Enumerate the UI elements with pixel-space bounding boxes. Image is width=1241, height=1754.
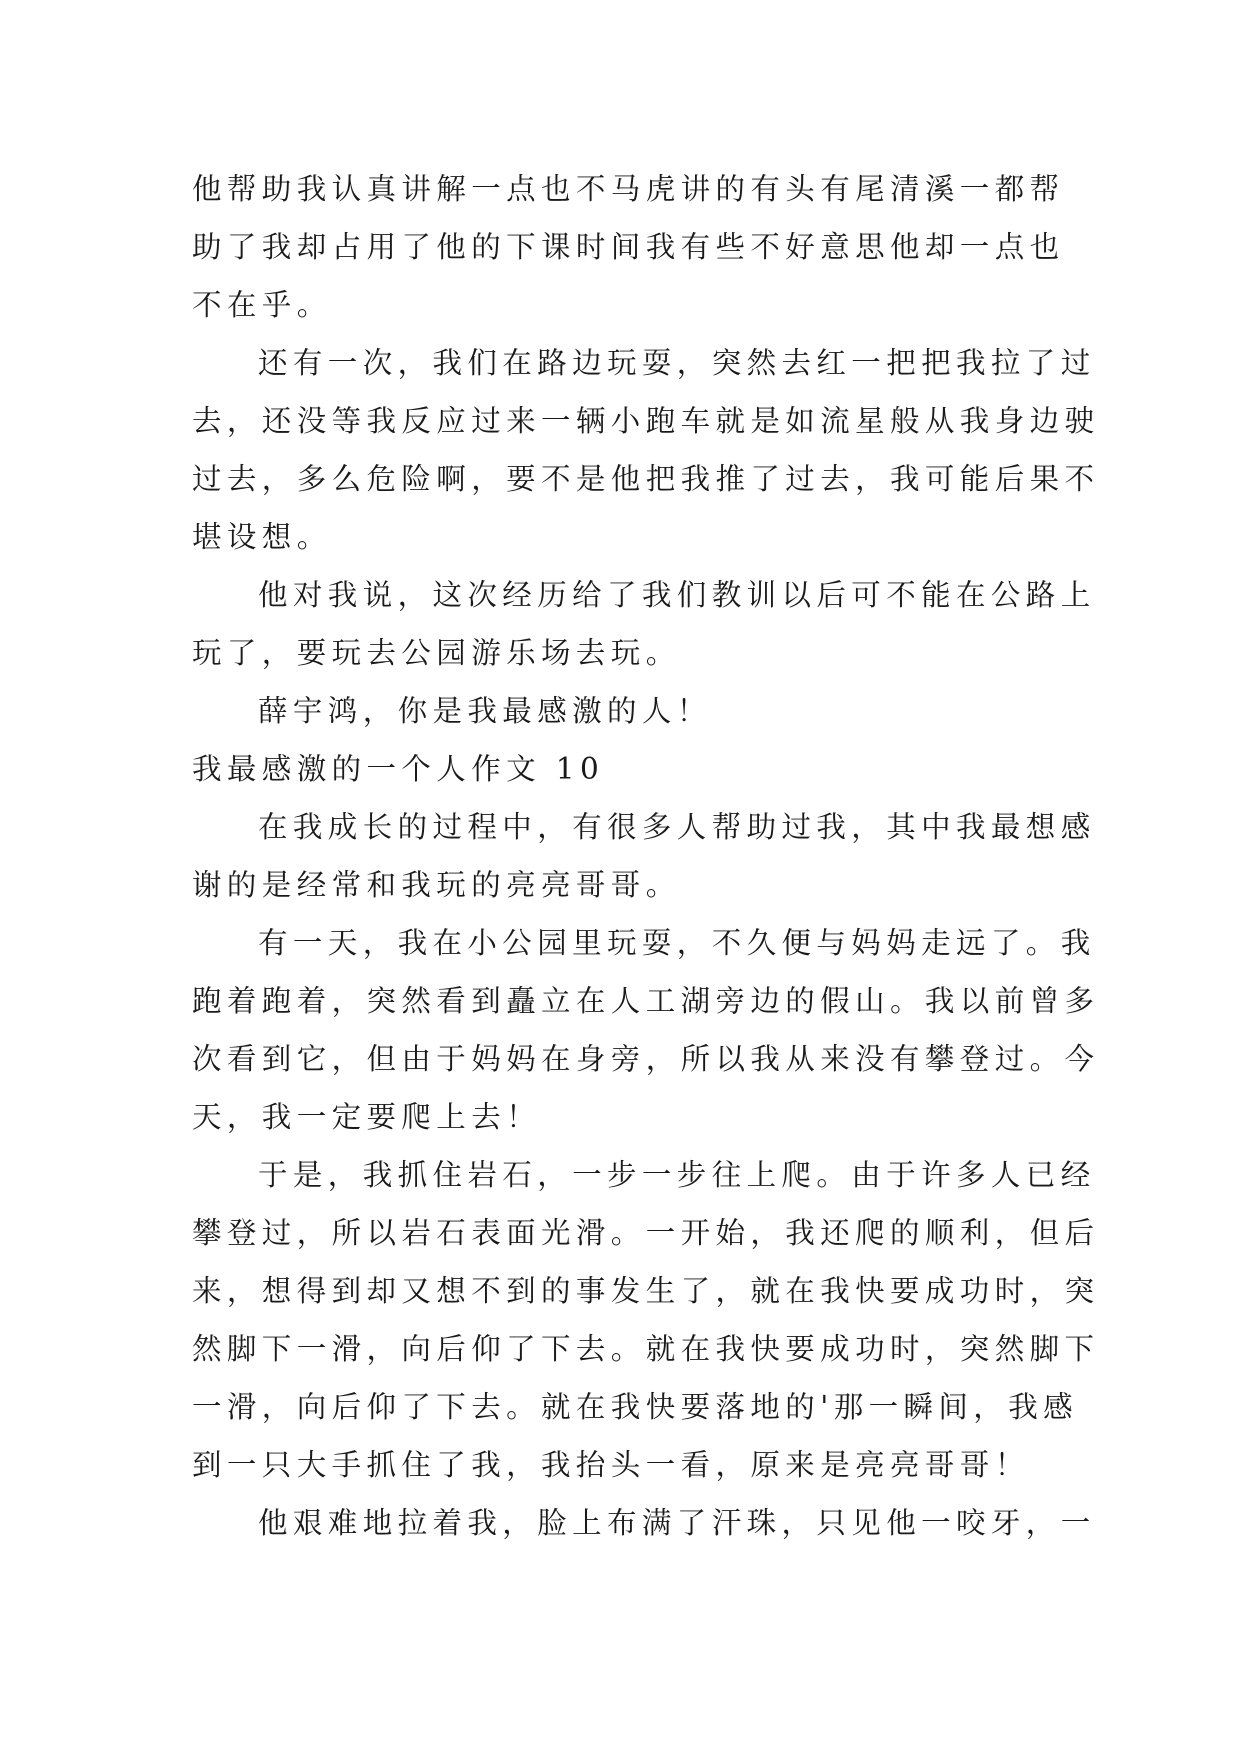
text-line: 跑着跑着，突然看到矗立在人工湖旁边的假山。我以前曾多 <box>192 984 1100 1018</box>
text-line: 堪设想。 <box>192 520 332 554</box>
text-line: 去，还没等我反应过来一辆小跑车就是如流星般从我身边驶 <box>192 404 1100 438</box>
text-line: 助了我却占用了他的下课时间我有些不好意思他却一点也 <box>192 230 1065 264</box>
text-line: 来，想得到却又想不到的事发生了，就在我快要成功时，突 <box>192 1274 1100 1308</box>
text-line: 一滑，向后仰了下去。就在我快要落地的'那一瞬间，我感 <box>192 1390 1079 1424</box>
paragraph-start-line: 在我成长的过程中，有很多人帮助过我，其中我最想感 <box>258 810 1096 844</box>
paragraph-start-line: 他艰难地拉着我，脸上布满了汗珠，只见他一咬牙，一 <box>258 1506 1096 1540</box>
text-line: 过去，多么危险啊，要不是他把我推了过去，我可能后果不 <box>192 462 1100 496</box>
paragraph-start-line: 薛宇鸿，你是我最感激的人！ <box>258 694 712 728</box>
text-line: 玩了，要玩去公园游乐场去玩。 <box>192 636 681 670</box>
text-line: 不在乎。 <box>192 288 332 322</box>
paragraph-start-line: 还有一次，我们在路边玩耍，突然去红一把把我拉了过 <box>258 346 1096 380</box>
text-line: 天，我一定要爬上去！ <box>192 1100 542 1134</box>
text-line: 然脚下一滑，向后仰了下去。就在我快要成功时，突然脚下 <box>192 1332 1100 1366</box>
text-line: 到一只大手抓住了我，我抬头一看，原来是亮亮哥哥！ <box>192 1448 1030 1482</box>
paragraph-start-line: 于是，我抓住岩石，一步一步往上爬。由于许多人已经 <box>258 1158 1096 1192</box>
text-line: 攀登过，所以岩石表面光滑。一开始，我还爬的顺利，但后 <box>192 1216 1100 1250</box>
section-heading: 我最感激的一个人作文 10 <box>192 752 605 786</box>
document-body <box>192 160 1100 1552</box>
text-line: 谢的是经常和我玩的亮亮哥哥。 <box>192 868 681 902</box>
text-line: 次看到它，但由于妈妈在身旁，所以我从来没有攀登过。今 <box>192 1042 1100 1076</box>
paragraph-start-line: 有一天，我在小公园里玩耍，不久便与妈妈走远了。我 <box>258 926 1096 960</box>
paragraph-start-line: 他对我说，这次经历给了我们教训以后可不能在公路上 <box>258 578 1096 612</box>
text-line: 他帮助我认真讲解一点也不马虎讲的有头有尾清溪一都帮 <box>192 172 1065 206</box>
